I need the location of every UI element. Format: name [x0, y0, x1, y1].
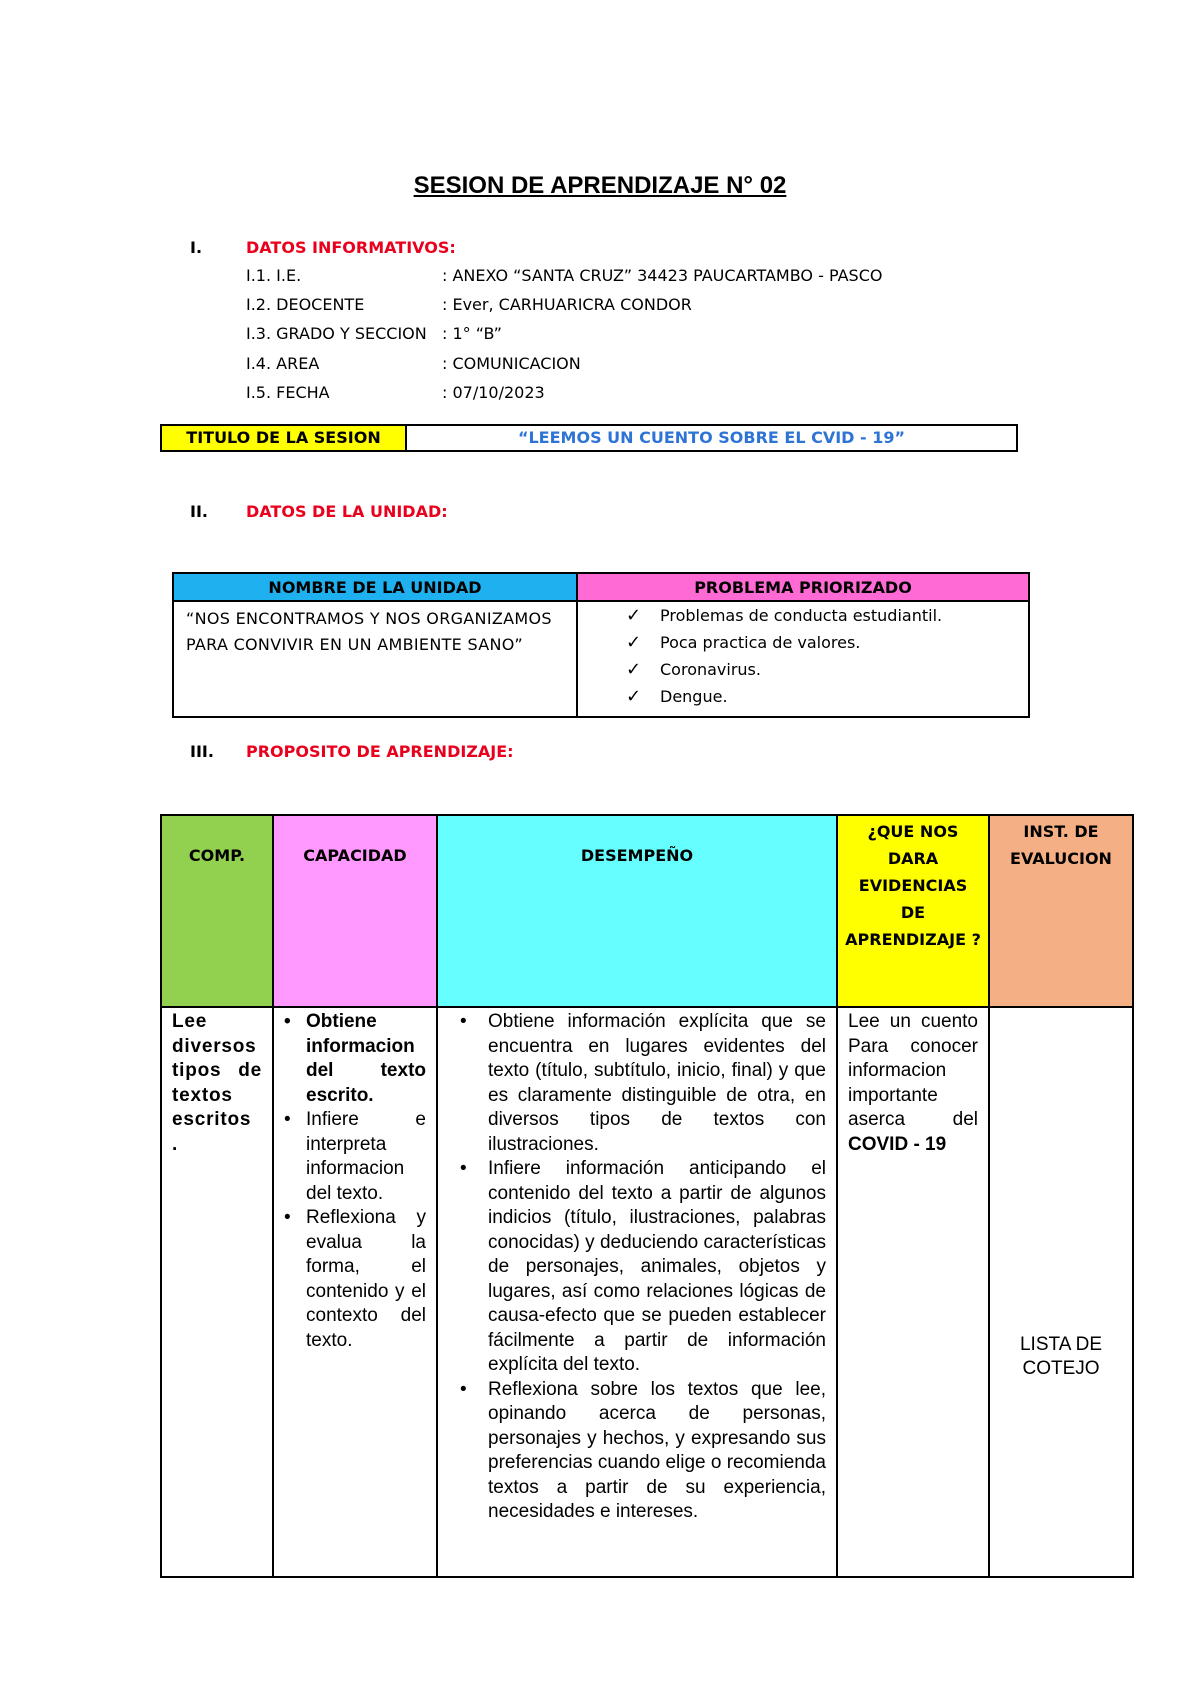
unit-name-cell [173, 601, 577, 717]
problem-header: PROBLEMA PRIORIZADO [577, 573, 1029, 601]
info-value: : COMUNICACION [442, 354, 581, 373]
competencia-text: Lee diversos tipos de textos escritos . [172, 1011, 262, 1155]
evidencia-cell [837, 1007, 989, 1577]
instrumento-cell [989, 1007, 1133, 1577]
session-title-label: TITULO DE LA SESION [162, 426, 407, 450]
section-proposito [190, 742, 514, 761]
bullet-icon: • [284, 1011, 291, 1032]
list-item: • Obtiene información explícita que se encuentra en lugares evidentes del texto (título, subtítulo, inicio, final) y que es claramente distinguible de otra, en diversos tipos de textos con ilustraciones. [460, 1011, 826, 1155]
info-key: I.3. GRADO Y SECCION [246, 324, 427, 343]
desempeno-list [448, 1010, 826, 1525]
section-number: II. [190, 502, 208, 521]
evidencia-text: Lee un cuento Para conocer informacion importante aserca del [848, 1011, 978, 1130]
section-datos-unidad [190, 502, 448, 521]
info-key: I.2. DEOCENTE [246, 295, 365, 314]
session-title-value: “LEEMOS UN CUENTO SOBRE EL CVID - 19” [517, 428, 906, 447]
info-key: I.4. AREA [246, 354, 320, 373]
problem-cell [577, 601, 1029, 717]
desempeno-cell [437, 1007, 837, 1577]
check-icon: ✓ [626, 605, 642, 626]
list-item: • Reflexiona sobre los textos que lee, opinando acerca de personas, personajes y hechos, y expresando sus preferencias cuando elige o recomienda textos a partir de su experiencia, necesidades e intereses. [460, 1378, 826, 1522]
problem-list [590, 602, 1016, 710]
session-title-box [160, 424, 1018, 452]
info-value: : 1° “B” [442, 324, 502, 343]
comp-header: COMP. [161, 815, 273, 1007]
list-item: • Obtiene informacion del texto escrito. [284, 1011, 426, 1106]
section-label: PROPOSITO DE APRENDIZAJE: [246, 742, 514, 761]
list-item: ✓ Dengue. [626, 683, 1016, 710]
bullet-icon: • [284, 1207, 291, 1228]
info-value: : ANEXO “SANTA CRUZ” 34423 PAUCARTAMBO - PASCO [442, 266, 883, 285]
capacidad-cell [273, 1007, 437, 1577]
section-number: I. [190, 238, 203, 257]
info-row-docente [246, 295, 692, 314]
bullet-icon: • [284, 1109, 291, 1130]
unit-name-header: NOMBRE DE LA UNIDAD [173, 573, 577, 601]
bullet-icon: • [460, 1378, 467, 1400]
list-item: • Reflexiona y evalua la forma, el contenido y el contexto del texto. [284, 1207, 426, 1351]
section-number: III. [190, 742, 214, 761]
list-item: • Infiere e interpreta informacion del texto. [284, 1109, 426, 1204]
bullet-icon: • [460, 1011, 467, 1032]
section-label: DATOS INFORMATIVOS: [246, 238, 456, 257]
list-item: ✓ Poca practica de valores. [626, 629, 1016, 656]
page-title: SESION DE APRENDIZAJE N° 02 [413, 172, 787, 199]
list-item: ✓ Problemas de conducta estudiantil. [626, 602, 1016, 629]
info-value: : Ever, CARHUARICRA CONDOR [442, 295, 692, 314]
info-row-area [246, 354, 581, 373]
capacidad-list [284, 1010, 426, 1353]
list-item: • Infiere información anticipando el contenido del texto a partir de algunos indicios (título, ilustraciones, palabras conocidas) y deduciendo características de personajes, animales, objetos y lugares, así como relaciones lógicas de causa-efecto que se pueden establecer fácilmente a partir de información explícita del texto. [460, 1158, 826, 1375]
info-row-fecha [246, 383, 545, 402]
desempeno-header: DESEMPEÑO [437, 815, 837, 1007]
unit-name: “NOS ENCONTRAMOS Y NOS ORGANIZAMOS PARA CONVIVIR EN UN AMBIENTE SANO” [186, 609, 552, 654]
list-item: ✓ Coronavirus. [626, 656, 1016, 683]
section-datos-informativos [190, 238, 456, 257]
info-value: : 07/10/2023 [442, 383, 545, 402]
instrumento-text: LISTA DE COTEJO [1019, 1333, 1102, 1379]
info-key: I.5. FECHA [246, 383, 330, 402]
check-icon: ✓ [626, 632, 642, 653]
capacidad-header: CAPACIDAD [273, 815, 437, 1007]
purpose-table [160, 814, 1134, 1578]
info-row-grado [246, 324, 502, 343]
section-label: DATOS DE LA UNIDAD: [246, 502, 448, 521]
bullet-icon: • [460, 1158, 467, 1179]
check-icon: ✓ [626, 686, 642, 707]
info-row-ie [246, 266, 882, 285]
comp-cell [161, 1007, 273, 1577]
check-icon: ✓ [626, 659, 642, 680]
unit-table [172, 572, 1030, 718]
inst-header: INST. DE EVALUCION [989, 815, 1133, 1007]
evidencia-bold: COVID - 19 [848, 1133, 947, 1155]
evidencias-header: ¿QUE NOS DARA EVIDENCIAS DE APRENDIZAJE ? [837, 815, 989, 1007]
info-key: I.1. I.E. [246, 266, 302, 285]
